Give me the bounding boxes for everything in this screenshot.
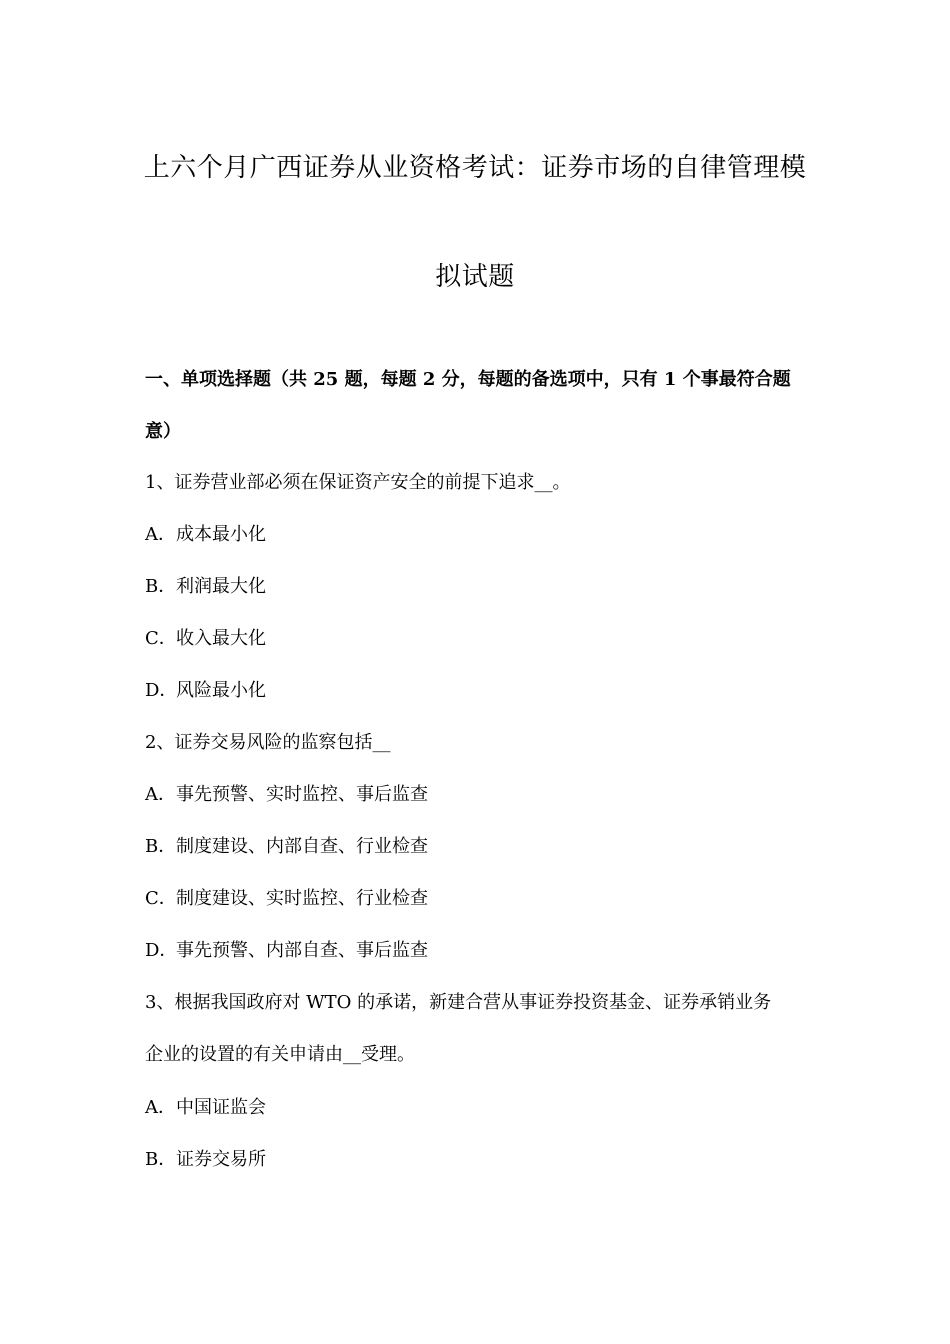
question-1-option-d [145, 680, 266, 702]
option-letter: C． [145, 888, 177, 909]
question-2-option-a [145, 784, 428, 806]
option-text: 风险最小化 [176, 680, 266, 701]
option-letter: B． [145, 1149, 177, 1170]
option-letter: B． [145, 576, 177, 597]
question-1-text: 1、证券营业部必须在保证资产安全的前提下追求__。 [145, 472, 571, 493]
option-text: 事先预警、内部自查、事后监查 [176, 940, 428, 961]
option-text: 中国证监会 [176, 1097, 266, 1118]
question-3-option-b [145, 1149, 266, 1171]
question-1-option-b [145, 576, 266, 598]
option-text: 成本最小化 [176, 524, 266, 545]
option-text: 制度建设、实时监控、行业检查 [176, 888, 428, 909]
question-1-option-a [145, 524, 266, 546]
option-text: 事先预警、实时监控、事后监查 [176, 784, 428, 805]
option-letter: C． [145, 628, 177, 649]
option-letter: A． [145, 524, 176, 545]
document-title-line-1: 上六个月广西证券从业资格考试：证券市场的自律管理模 [143, 153, 807, 183]
question-2-option-b [145, 836, 428, 858]
option-text: 利润最大化 [176, 576, 266, 597]
question-3-text-line-1: 3、根据我国政府对 WTO 的承诺，新建合营从事证券投资基金、证券承销业务 [145, 992, 772, 1013]
option-text: 制度建设、内部自查、行业检查 [176, 836, 428, 857]
question-3-option-a [145, 1097, 266, 1119]
document-title-line-2: 拟试题 [435, 262, 515, 292]
question-3-text-line-2: 企业的设置的有关申请由__受理。 [145, 1044, 415, 1065]
option-letter: A． [145, 784, 176, 805]
section-heading-line-2: 意） [145, 421, 181, 442]
question-2-option-c [145, 888, 428, 910]
option-letter: B． [145, 836, 177, 857]
option-letter: D． [145, 940, 178, 961]
option-letter: D． [145, 680, 178, 701]
option-letter: A． [145, 1097, 176, 1118]
question-2-option-d [145, 940, 428, 962]
option-text: 收入最大化 [176, 628, 266, 649]
section-heading-line-1: 一、单项选择题（共 25 题，每题 2 分，每题的备选项中，只有 1 个事最符合题 [145, 369, 791, 390]
option-text: 证券交易所 [176, 1149, 266, 1170]
question-2-text: 2、证券交易风险的监察包括__ [145, 732, 391, 753]
question-1-option-c [145, 628, 266, 650]
